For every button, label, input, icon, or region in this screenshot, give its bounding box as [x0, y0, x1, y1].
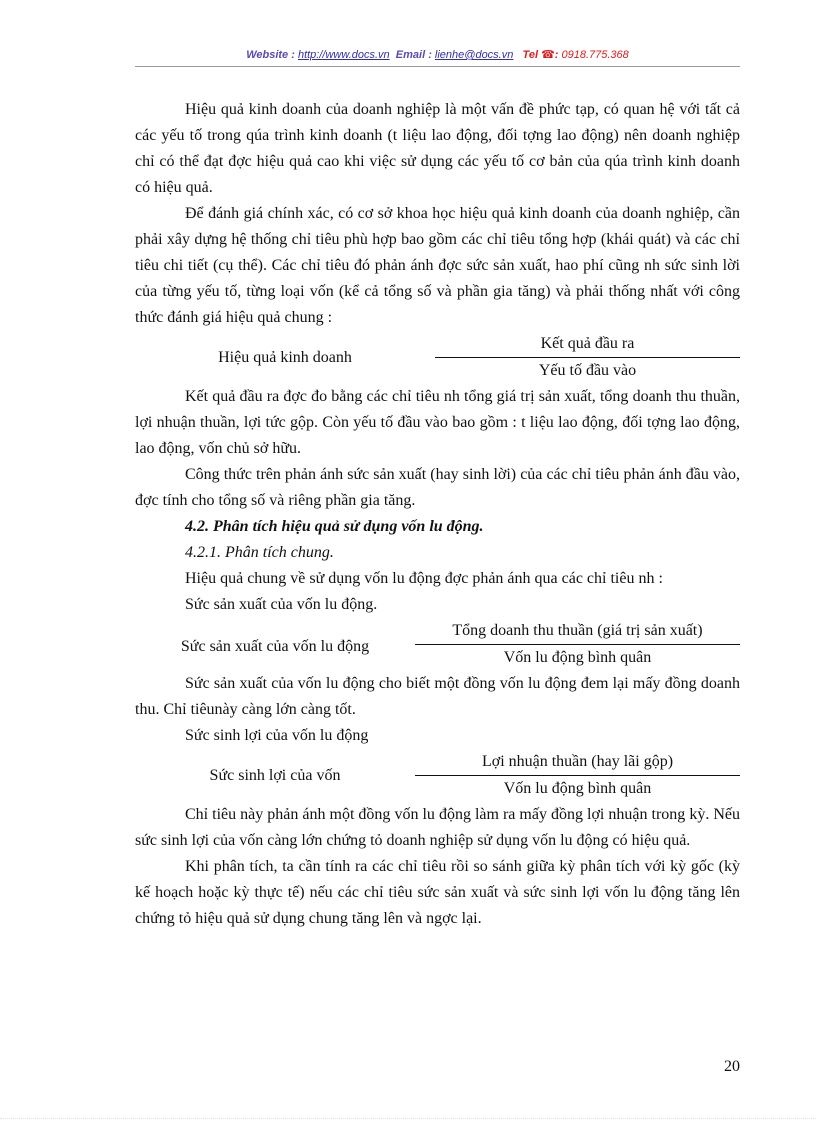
paragraph: Hiệu quả kinh doanh của doanh nghiệp là một vấn đề phức tạp, có quan hệ với tất cả các yếu tố trong qúa trình kinh doanh (t liệu lao động, đối tợng lao động) nên doanh nghiệp chỉ có thể đạt đợc hiệu quả cao khi việc sử dụng các yếu tố cơ bản của qúa trình kinh doanh có hiệu quả.	[135, 101, 740, 196]
formula-denominator: Vốn lu động bình quân	[503, 780, 652, 797]
formula-production-capacity	[135, 618, 740, 671]
paragraph: Sức sản xuất của vốn lu động cho biết một đồng vốn lu động đem lại mấy đồng doanh thu. Chỉ tiêunày càng lớn càng tốt.	[135, 675, 740, 718]
formula-profitability	[135, 749, 740, 802]
paragraph: Để đánh giá chính xác, có cơ sở khoa học hiệu quả kinh doanh của doanh nghiệp, cần phải xây dựng hệ thống chỉ tiêu phù hợp bao gồm các chỉ tiêu tổng hợp (khái quát) và các chỉ tiêu chi tiết (cụ thể). Các chỉ tiêu đó phản ánh đợc sức sản xuất, hao phí cũng nh sức sinh lời của từng yếu tố, từng loại vốn (kể cả tổng số và phần gia tăng) và phải thống nhất với công thức đánh giá hiệu quả chung :	[135, 205, 740, 326]
page-number: 20	[724, 1058, 740, 1075]
email-link[interactable]: lienhe@docs.vn	[434, 49, 514, 61]
formula-left: Sức sinh lợi của vốn	[209, 766, 341, 784]
paragraph: Khi phân tích, ta cần tính ra các chỉ tiêu rồi so sánh giữa kỳ phân tích với kỳ gốc (kỳ kế hoạch hoặc kỳ thực tế) nếu các chỉ tiêu sức sản xuất và sức sinh lợi vốn lu động tăng lên chứng tỏ hiệu quả sử dụng chung tăng lên và ngợc lại.	[135, 858, 740, 927]
formula-denominator: Vốn lu động bình quân	[503, 649, 652, 666]
paragraph: Chỉ tiêu này phản ánh một đồng vốn lu động làm ra mấy đồng lợi nhuận trong kỳ. Nếu sức sinh lợi của vốn càng lớn chứng tỏ doanh nghiệp sử dụng vốn lu động có hiệu quả.	[135, 806, 740, 849]
website-link[interactable]: http://www.docs.vn	[297, 49, 390, 61]
formula-fraction	[435, 331, 740, 384]
formula-numerator: Kết quả đầu ra	[435, 331, 740, 358]
email-label: Email :	[395, 49, 435, 61]
formula-numerator: Lợi nhuận thuần (hay lãi gộp)	[415, 749, 740, 776]
formula-denominator: Yếu tố đầu vào	[538, 362, 637, 379]
formula-left: Hiệu quả kinh doanh	[218, 348, 352, 366]
formula-left: Sức sản xuất của vốn lu động	[180, 637, 370, 655]
formula-efficiency	[135, 331, 740, 384]
page-header	[135, 48, 740, 61]
page-bottom-divider	[0, 1118, 816, 1119]
section-heading: 4.2. Phân tích hiệu quả sử dụng vốn lu động.	[185, 518, 484, 535]
document-body	[135, 97, 740, 932]
paragraph: Sức sản xuất của vốn lu động.	[185, 596, 378, 613]
formula-fraction	[415, 618, 740, 671]
subsection-heading: 4.2.1. Phân tích chung.	[185, 544, 334, 561]
formula-fraction	[415, 749, 740, 802]
tel-label: Tel ☎:	[522, 49, 562, 61]
paragraph: Hiệu quả chung về sử dụng vốn lu động đợc phản ánh qua các chỉ tiêu nh :	[185, 570, 663, 587]
formula-numerator: Tổng doanh thu thuần (giá trị sản xuất)	[415, 618, 740, 645]
header-divider	[135, 66, 740, 67]
paragraph: Sức sinh lợi của vốn lu động	[185, 727, 369, 744]
phone-number: 0918.775.368	[561, 49, 629, 61]
paragraph: Kết quả đầu ra đợc đo bằng các chỉ tiêu nh tổng giá trị sản xuất, tổng doanh thu thuần, lợi nhuận thuần, lợi tức gộp. Còn yếu tố đầu vào bao gồm : t liệu lao động, đối tợng lao động, lao động, vốn chủ sở hữu.	[135, 388, 740, 457]
paragraph: Công thức trên phản ánh sức sản xuất (hay sinh lời) của các chỉ tiêu phản ánh đầu vào, đợc tính cho tổng số và riêng phần gia tăng.	[135, 466, 740, 509]
website-label: Website :	[246, 49, 298, 61]
